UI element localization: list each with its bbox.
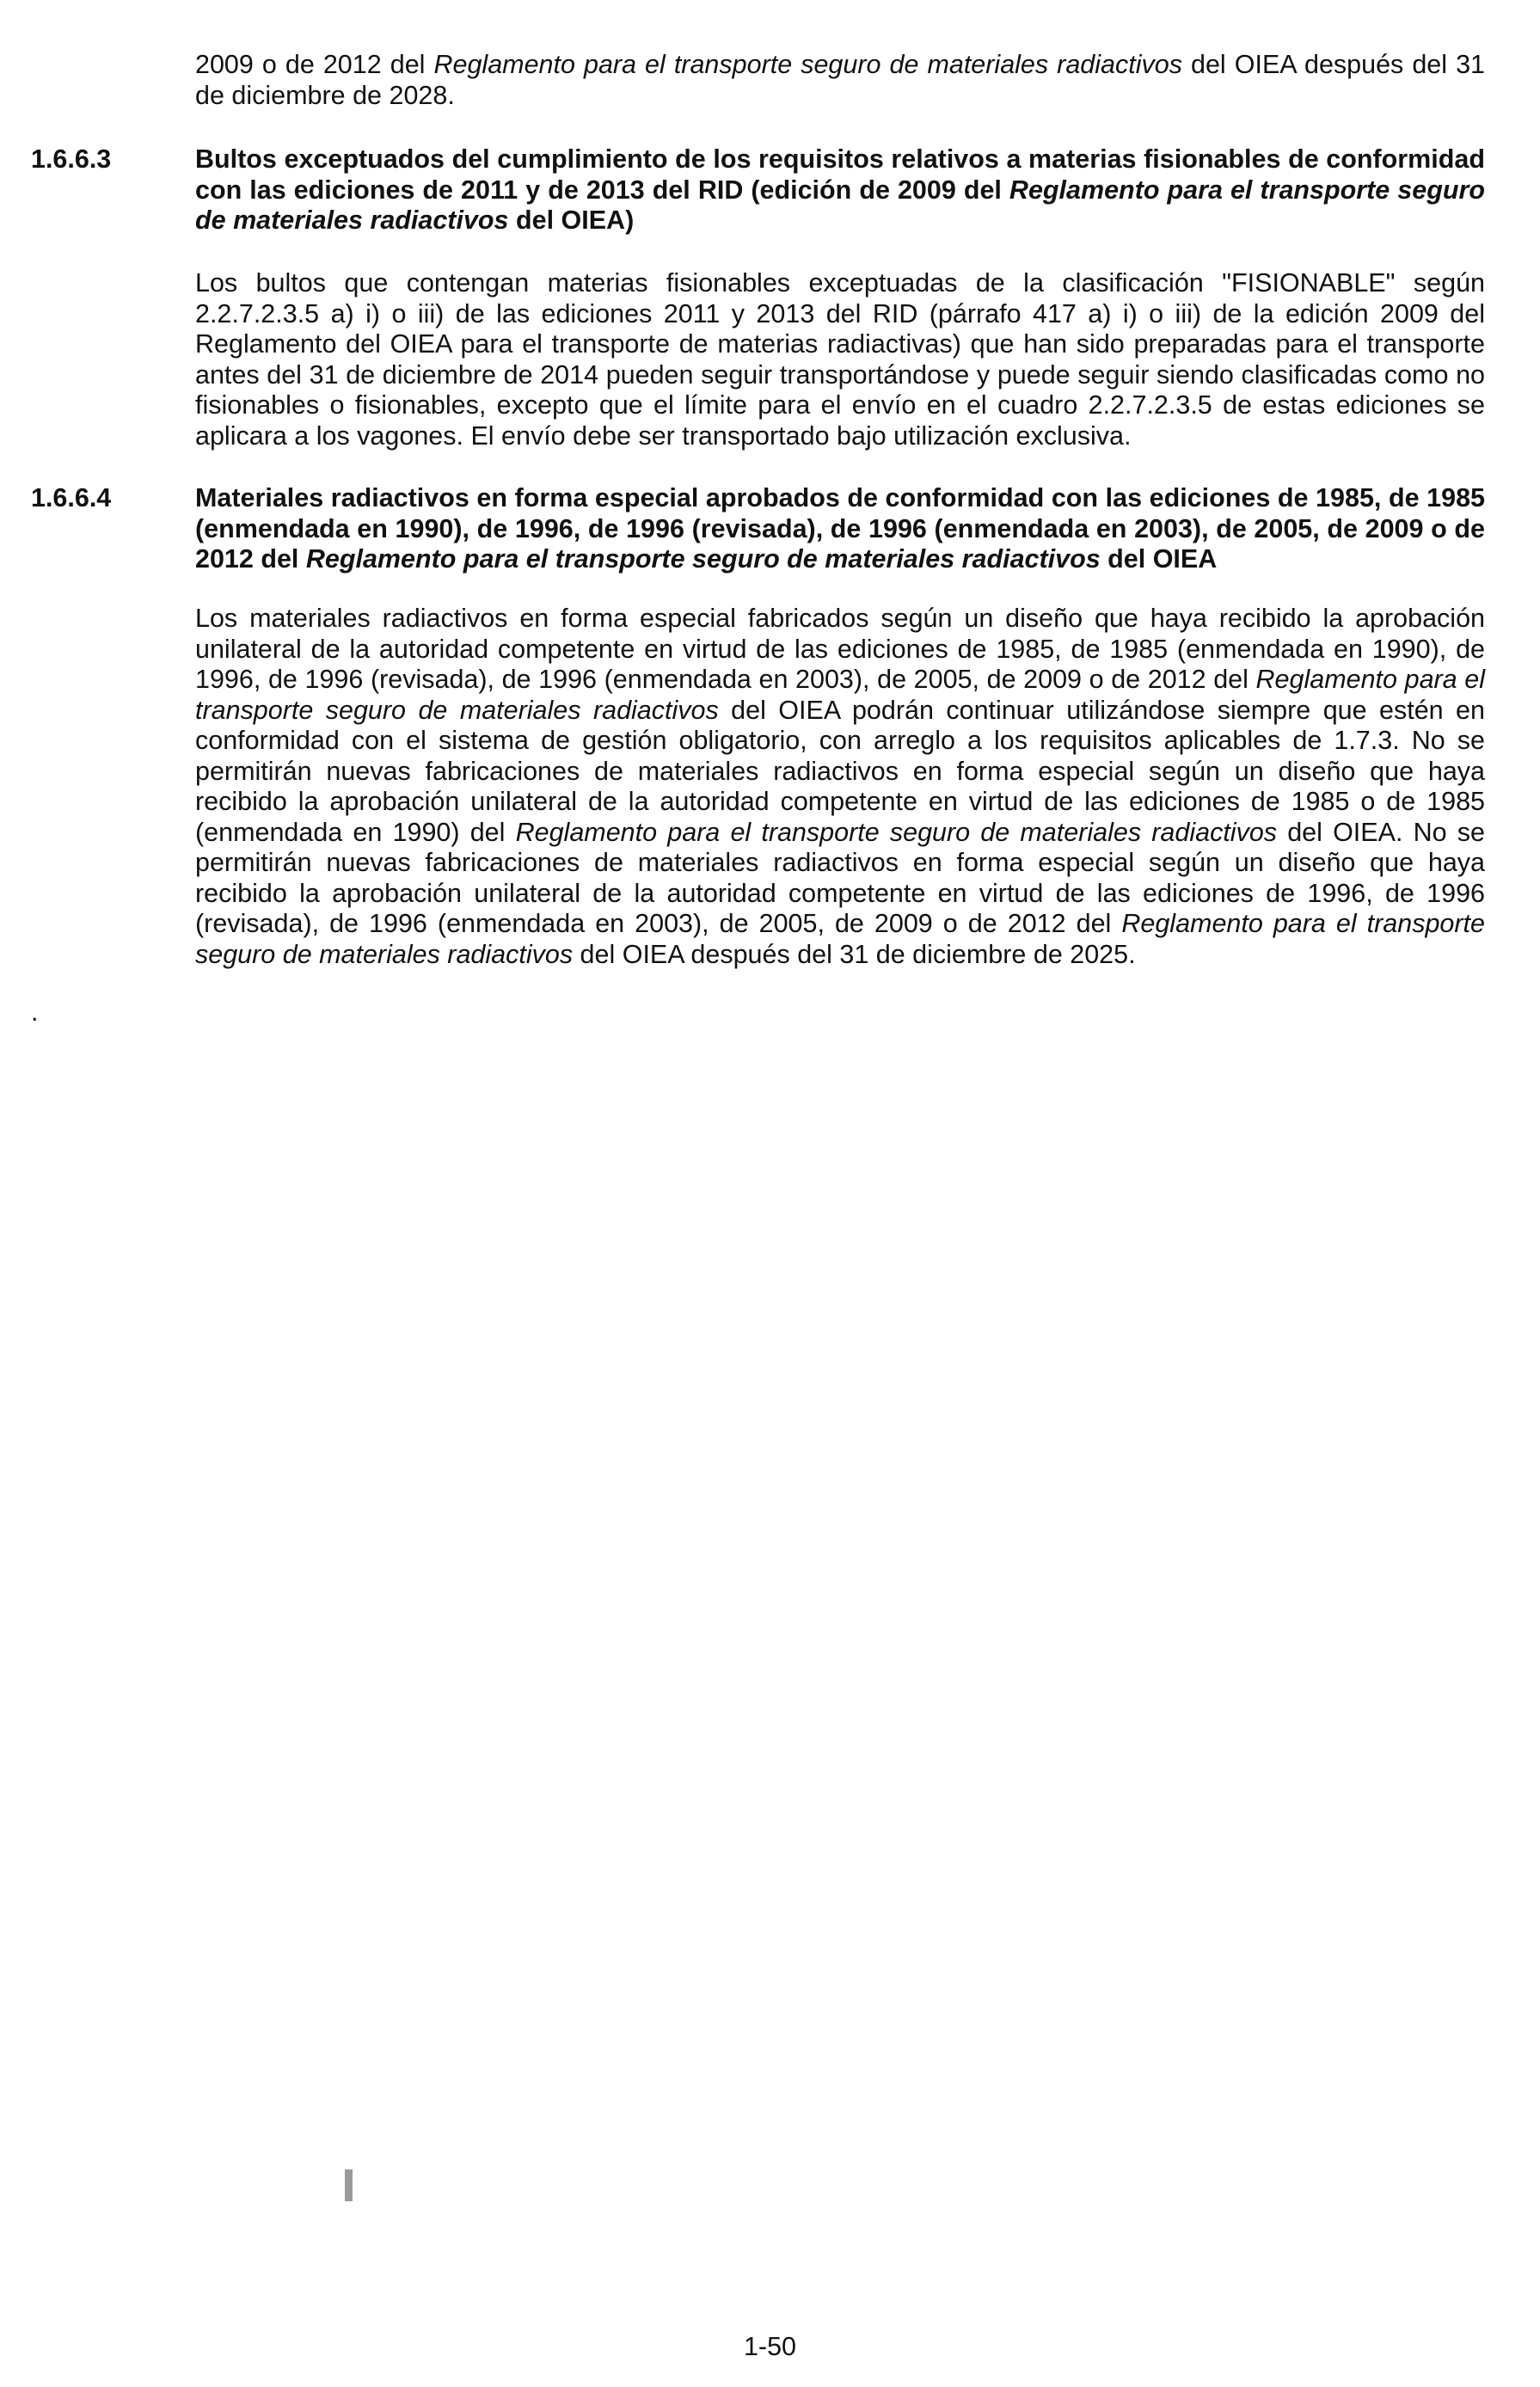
heading-text: Materiales radiactivos en forma especial aprobados de conformidad con las ediciones de 1985, de 1985 (enmendada en 1990), de 1996, de 1996 (revisada), de 1996 (enmendada en 2003), de 2005, de 2009 o de 2012 del bbox=[195, 483, 1485, 574]
body-italic: Reglamento para el transporte seguro de materiales radiactivos bbox=[195, 909, 1485, 969]
section-body-1-6-6-4 bbox=[195, 604, 1485, 970]
heading-text-end: del OIEA) bbox=[508, 206, 635, 235]
continuation-text: 2009 o de 2012 del bbox=[195, 50, 434, 79]
page-number: 1-50 bbox=[743, 2332, 797, 2361]
body-italic: Reglamento para el transporte seguro de materiales radiactivos bbox=[195, 665, 1486, 725]
body-text: del OIEA después del 31 de diciembre de 2025. bbox=[573, 939, 1136, 969]
stray-dot: . bbox=[31, 997, 39, 1027]
section-heading-1-6-6-4 bbox=[195, 483, 1485, 575]
continuation-paragraph bbox=[195, 50, 1485, 111]
section-number-1-6-6-4: 1.6.6.4 bbox=[31, 483, 112, 512]
continuation-text-end: del OIEA después del 31 de diciembre de 2028. bbox=[195, 50, 1485, 110]
section-heading-1-6-6-3 bbox=[195, 144, 1485, 236]
heading-italic: Reglamento para el transporte seguro de materiales radiactivos bbox=[305, 544, 1101, 574]
body-italic: Reglamento para el transporte seguro de materiales radiactivos bbox=[515, 817, 1278, 847]
body-text: del OIEA podrán continuar utilizándose siempre que estén en conformidad con el sistema de gestión obligatorio, con arreglo a los requisitos aplicables de 1.7.3. No se permitirán nuevas fabricaciones de materiales radiactivos en forma especial según un diseño que haya recibido la aprobación unilateral de la autoridad competente en virtud de las ediciones de 1985 o de 1985 (enmendada en 1990) del bbox=[195, 695, 1485, 847]
section-body-1-6-6-3: Los bultos que contengan materias fisionables exceptuadas de la clasificación "FISIONABLE" según 2.2.7.2.3.5 a) i) o iii) de las ediciones 2011 y 2013 del RID (párrafo 417 a) i) o iii) de la edición 2009 del Reglamento del OIEA para el transporte de materias radiactivas) que han sido preparadas para el transporte antes del 31 de diciembre de 2014 pueden seguir transportándose y puede seguir siendo clasificadas como no fisionables o fisionables, excepto que el límite para el envío en el cuadro 2.2.7.2.3.5 de estas ediciones se aplicara a los vagones. El envío debe ser transportado bajo utilización exclusiva. bbox=[195, 268, 1485, 451]
change-bar bbox=[345, 2169, 353, 2201]
body-text: Los materiales radiactivos en forma especial fabricados según un diseño que haya recibido la aprobación unilateral de la autoridad competente en virtud de las ediciones de 1985, de 1985 (enmendada en 1990), de 1996, de 1996 (revisada), de 1996 (enmendada en 2003), de 2005, de 2009 o de 2012 del bbox=[195, 604, 1485, 694]
body-text: del OIEA. No se permitirán nuevas fabricaciones de materiales radiactivos en forma especial según un diseño que haya recibido la aprobación unilateral de la autoridad competente en virtud de las ediciones de 1996, de 1996 (revisada), de 1996 (enmendada en 2003), de 2005, de 2009 o de 2012 del bbox=[195, 817, 1485, 938]
heading-text-end: del OIEA bbox=[1100, 544, 1218, 574]
regulation-title-italic: Reglamento para el transporte seguro de materiales radiactivos bbox=[433, 50, 1182, 79]
section-number-1-6-6-3: 1.6.6.3 bbox=[31, 144, 112, 174]
heading-italic: Reglamento para el transporte seguro de materiales radiactivos bbox=[195, 175, 1485, 235]
heading-text: Bultos exceptuados del cumplimiento de los requisitos relativos a materias fisionables de conformidad con las ediciones de 2011 y de 2013 del RID (edición de 2009 del bbox=[195, 144, 1485, 205]
